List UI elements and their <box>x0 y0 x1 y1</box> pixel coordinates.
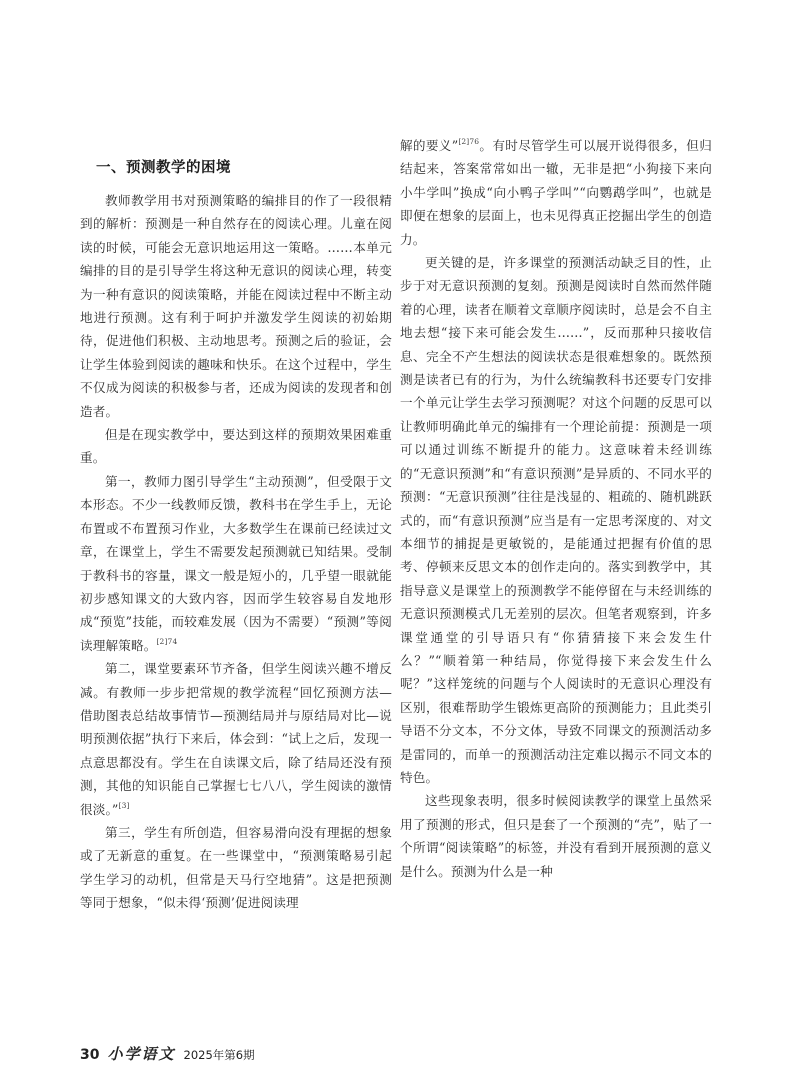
paragraph: 第二，课堂要素环节齐备，但学生阅读兴趣不增反减。有教师一步步把常规的教学流程“回忆预测方法—借助图表总结故事情节—预测结局并与原结局对比—说明预测依据”执行下来后，体会到：“试上之后，发现一点意思都没有。学生在自读课文后，除了结局还没有预测，其他的知识能自己掌握七七八八，学生阅读的激情很淡。”[3] <box>80 661 392 817</box>
paragraph-continued: 解的要义”$^{[2]76}$。有时尽管学生可以展开说得很多，但归结起来，答案常常如出一辙，无非是把“小狗接下来向小牛学叫”换成“向小鸭子学叫”“向鹦鹉学叫”，也就是即便在想象的层面上，也未见得真正挖掘出学生的创造力。 <box>400 137 712 247</box>
paragraph: 但是在现实教学中，要达到这样的预期效果困难重重。 <box>80 427 392 466</box>
paragraph: 第三，学生有所创造，但容易滑向没有理据的想象或了无新意的重复。在一些课堂中，“预测策略易引起学生学习的动机，但常是天马行空地猜”。这是把预测等同于想象，“似未得‘预测’促进阅读理 <box>80 824 392 911</box>
page-number: 30 <box>80 1047 100 1063</box>
paragraph: 教师教学用书对预测策略的编排目的作了一段很精到的解析：预测是一种自然存在的阅读心理。儿童在阅读的时候，可能会无意识地运用这一策略。……本单元编排的目的是引导学生将这种无意识的阅读心理，转变为一种有意识的阅读策略，并能在阅读过程中不断主动地进行预测。这有利于呵护并激发学生阅读的初始期待，促进他们积极、主动地思考。预测之后的验证，会让学生体验到阅读的趣味和快乐。在这个过程中，学生不仅成为阅读的积极参与者，还成为阅读的发现者和创造者。 <box>80 193 392 419</box>
paragraph: 更关键的是，许多课堂的预测活动缺乏目的性，止步于对无意识预测的复刻。预测是阅读时自然而然伴随着的心理，读者在顺着文章顺序阅读时，总是会不自主地去想“接下来可能会发生……”，反而那种只接收信息、完全不产生想法的阅读状态是很难想象的。既然预测是读者已有的行为，为什么统编教科书还要专门安排一个单元让学生去学习预测呢？对这个问题的反思可以让教师明确此单元的编排有一个理论前提：预测是一项可以通过训练不断提升的能力。这意味着未经训练的“无意识预测”和“有意识预测”是异质的、不同水平的预测：“无意识预测”往往是浅显的、粗疏的、随机跳跃式的，而“有意识预测”应当是有一定思考深度的、对文本细节的捕捉是更敏锐的，是能通过把握有价值的思考、停顿来反思文本的创作走向的。落实到教学中，其指导意义是课堂上的预测教学不能停留在与未经训练的无意识预测模式几无差别的层次。但笔者观察到，许多课堂通堂的引导语只有“你猜猜接下来会发生什么？”“顺着第一种结局，你觉得接下来会发生什么呢？”这样笼统的问题与个人阅读时的无意识心理没有区别，很难帮助学生锻炼更高阶的预测能力；且此类引导语不分文本，不分文体，导致不同课文的预测活动多是雷同的，而单一的预测活动注定难以揭示不同文本的特色。 <box>400 255 712 785</box>
citation-ref: [3] <box>118 800 130 810</box>
page-footer <box>80 1043 255 1064</box>
citation-ref: [2]74 <box>156 636 178 646</box>
issue-label: 2025年第6期 <box>183 1048 255 1062</box>
citation-ref: [2]76 <box>458 137 480 146</box>
left-column <box>80 134 392 915</box>
section-heading: 一、预测教学的困境 <box>96 160 231 176</box>
paragraph: 第一，教师力图引导学生“主动预测”，但受限于文本形态。不少一线教师反馈，教科书在学生手上，无论布置或不布置预习作业，大多数学生在课前已经读过文章，在课堂上，学生不需要发起预测就已知结果。受制于教科书的容量，课文一般是短小的，几乎望一眼就能初步感知课文的大致内容，因而学生较容易自发地形成“预览”技能，而较难发展（因为不需要）“预测”等阅读理解策略。$^{[2]74}$ <box>80 473 392 653</box>
paragraph: 这些现象表明，很多时候阅读教学的课堂上虽然采用了预测的形式，但只是套了一个预测的“壳”，贴了一个所谓“阅读策略”的标签，并没有看到开展预测的意义是什么。预测为什么是一种 <box>400 793 712 879</box>
right-column <box>400 134 712 883</box>
journal-logo: 小学语文 <box>107 1045 176 1063</box>
